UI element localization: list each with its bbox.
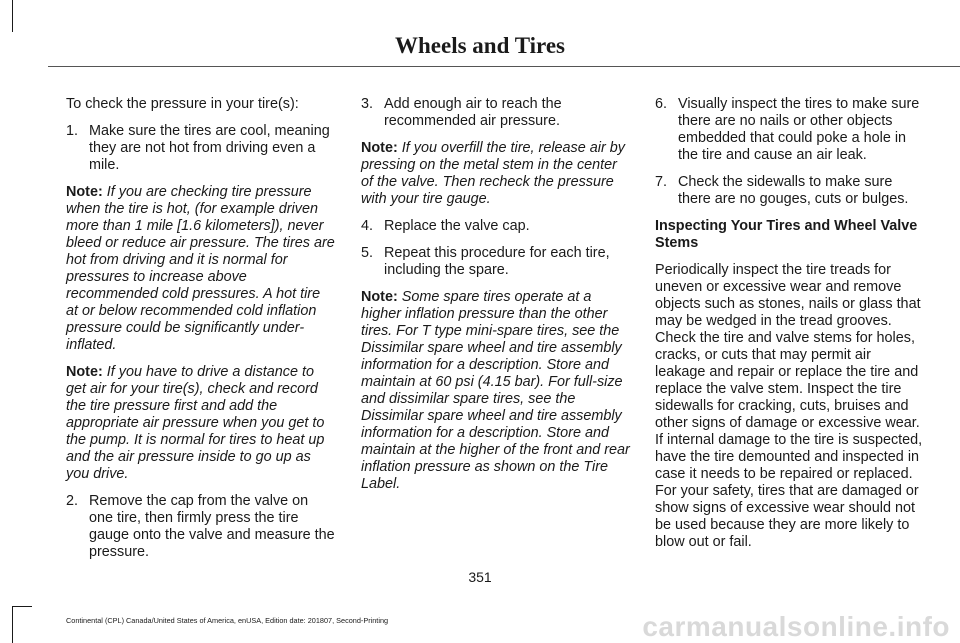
list-text: Visually inspect the tires to make sure there are no nails or other objects embedded that could poke a hole in the tire and cause an air leak. [678, 96, 920, 163]
note-label: Note: [361, 140, 398, 156]
list-text: Remove the cap from the valve on one tire, then firmly press the tire gauge onto the valve and measure the pressure. [89, 493, 335, 560]
note-label: Note: [361, 289, 398, 305]
page-title: Wheels and Tires [395, 33, 565, 58]
note-label: Note: [66, 184, 103, 200]
header-divider [48, 66, 960, 67]
list-text: Add enough air to reach the recommended air pressure. [384, 96, 562, 129]
list-number: 6. [655, 96, 668, 112]
section-subheading: Inspecting Your Tires and Wheel Valve Stems [655, 218, 918, 251]
watermark-logo: carmanualsonline.info [642, 611, 950, 642]
crop-mark-top-left [12, 0, 13, 32]
note [66, 364, 336, 483]
note [361, 289, 631, 493]
note-label: Note: [66, 364, 103, 380]
list-item [361, 96, 631, 130]
note-text: If you have to drive a distance to get air for your tire(s), check and record the tire pressure first and add the appropriate air pressure when you get to the pump. It is normal for tires to heat up and the air pressure inside to go up as you drive. [66, 364, 325, 482]
column-2 [361, 96, 631, 503]
page-number: 351 [468, 569, 492, 585]
note-text: If you are checking tire pressure when the tire is hot, (for example driven more than 1 mile [1.6 kilometers]), never bleed or reduce air pressure. The tires are hot from driving and it is normal for pressures to increase above recommended cold pressures. A hot tire at or below recommended cold inflation pressure could be significantly under-inflated. [66, 184, 335, 353]
list-item [66, 123, 336, 174]
note-text: Some spare tires operate at a higher inflation pressure than the other tires. For T type mini-spare tires, see the Dissimilar spare wheel and tire assembly information for a description. Store and maintain at 60 psi (4.15 bar). For full-size and dissimilar spare tires, see the Dissimilar spare wheel and tire assembly information for a description. Store and maintain at the higher of the front and rear inflation pressure as shown on the Tire Label. [361, 289, 630, 492]
list-item [361, 218, 631, 235]
crop-mark-bottom-left [12, 606, 13, 643]
list-number: 7. [655, 174, 668, 190]
list-text: Make sure the tires are cool, meaning they are not hot from driving even a mile. [89, 123, 330, 173]
body-paragraph: Periodically inspect the tire treads for uneven or excessive wear and remove objects such as stones, nails or glass that may be wedged in the tread grooves. Check the tire and valve stems for holes, cracks, or cuts that may permit air leakage and repair or replace the tire and replace the valve stem. Inspect the tire sidewalls for cracking, cuts, bruises and other signs of damage or excessive wear. If internal damage to the tire is suspected, have the tire demounted and inspected in case it needs to be repaired or replaced. For your safety, tires that are damaged or show signs of excessive wear should not be used because they are more likely to blow out or fail. [655, 262, 923, 550]
list-text: Replace the valve cap. [384, 218, 530, 234]
note [361, 140, 631, 208]
list-number: 5. [361, 245, 374, 261]
column-3 [655, 96, 925, 561]
list-number: 3. [361, 96, 374, 112]
list-number: 4. [361, 218, 374, 234]
list-item [655, 174, 925, 208]
list-text: Repeat this procedure for each tire, including the spare. [384, 245, 610, 278]
list-item [361, 245, 631, 279]
footer-edition-text: Continental (CPL) Canada/United States of America, enUSA, Edition date: 201807, Second-Printing [66, 616, 389, 625]
note-text: If you overfill the tire, release air by pressing on the metal stem in the center of the valve. Then recheck the pressure with your tire gauge. [361, 140, 625, 207]
crop-mark-bottom-left-h [12, 606, 32, 607]
list-item [655, 96, 925, 164]
list-text: Check the sidewalls to make sure there are no gouges, cuts or bulges. [678, 174, 909, 207]
list-item [66, 493, 336, 561]
list-number: 1. [66, 123, 79, 139]
note [66, 184, 336, 354]
list-number: 2. [66, 493, 79, 509]
column-1 [66, 96, 336, 571]
intro-text: To check the pressure in your tire(s): [66, 96, 299, 112]
